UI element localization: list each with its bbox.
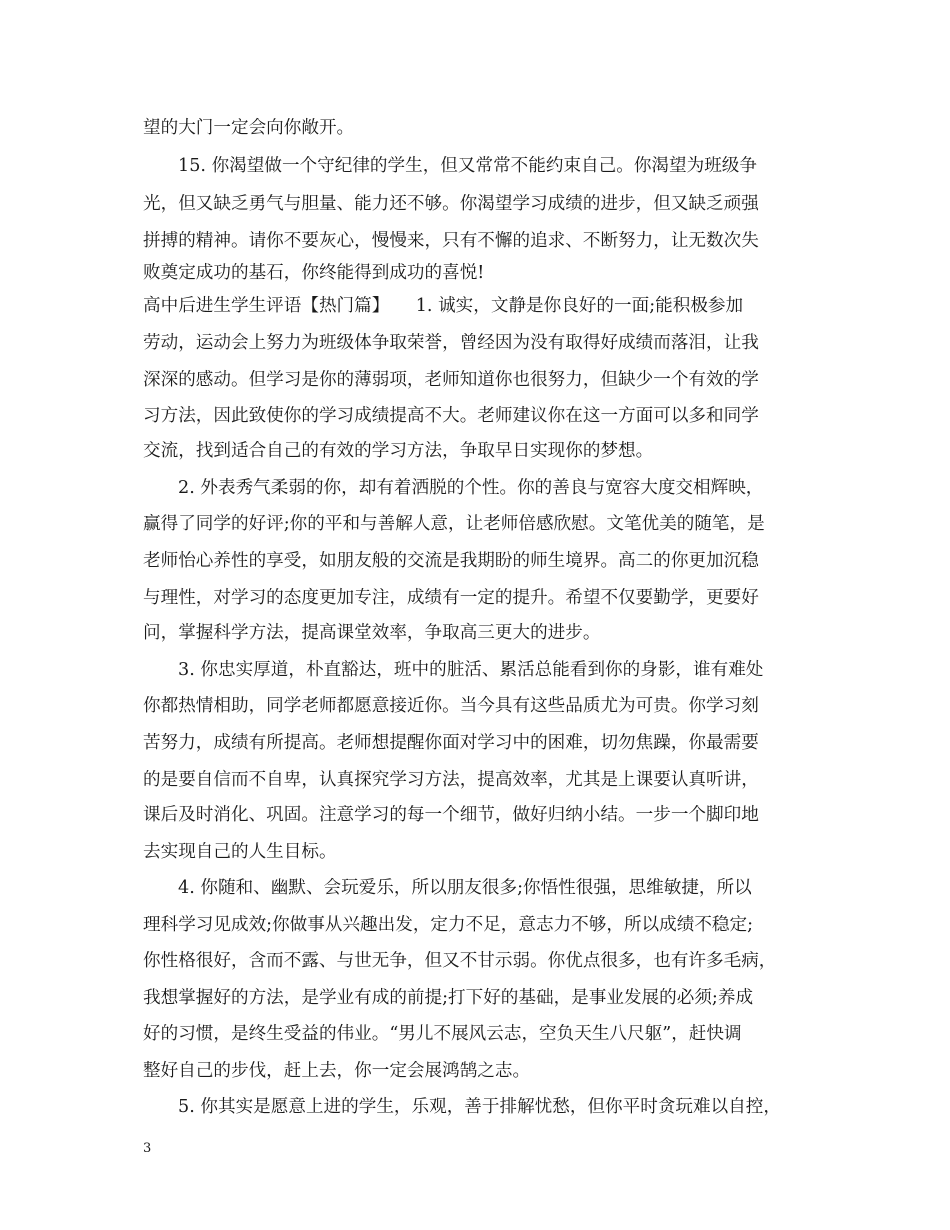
- text-line: 15. 你渴望做一个守纪律的学生，但又常常不能约束自己。你渴望为班级争: [178, 156, 757, 176]
- page-number: 3: [143, 1141, 152, 1156]
- text-line: 课后及时消化、巩固。注意学习的每一个细节，做好归纳小结。一步一个脚印地: [143, 805, 759, 825]
- text-line: 去实现自己的人生目标。: [143, 842, 337, 862]
- text-line: 赢得了同学的好评;你的平和与善解人意，让老师倍感欣慰。文笔优美的随笔，是: [143, 514, 765, 534]
- text-line: 习方法，因此致使你的学习成绩提高不大。老师建议你在这一方面可以多和同学: [143, 406, 759, 426]
- text-line: 败奠定成功的基石，你终能得到成功的喜悦!: [143, 263, 485, 283]
- text-line: 问，掌握科学方法，提高课堂效率，争取高三更大的进步。: [143, 623, 601, 643]
- text-line: 3. 你忠实厚道，朴直豁达，班中的脏活、累活总能看到你的身影，谁有难处: [178, 660, 764, 680]
- text-line: 苦努力，成绩有所提高。老师想提醒你面对学习中的困难，切勿焦躁，你最需要: [143, 733, 759, 753]
- text-line: 与理性，对学习的态度更加专注，成绩有一定的提升。希望不仅要勤学，更要好: [143, 588, 759, 608]
- text-line: 你都热情相助，同学老师都愿意接近你。当今具有这些品质尤为可贵。你学习刻: [143, 696, 759, 716]
- text-line: 你性格很好，含而不露、与世无争，但又不甘示弱。你优点很多，也有许多毛病，: [143, 951, 777, 971]
- text-line: 5. 你其实是愿意上进的学生，乐观，善于排解忧愁，但你平时贪玩难以自控，: [178, 1097, 781, 1117]
- text-line: 理科学习见成效;你做事从兴趣出发，定力不足，意志力不够，所以成绩不稳定;: [143, 915, 754, 935]
- text-line: 劳动，运动会上努力为班级体争取荣誉，曾经因为没有取得好成绩而落泪，让我: [143, 333, 759, 353]
- text-line: 高中后进生学生评语【热门篇】 1. 诚实，文静是你良好的一面;能积极参加: [143, 296, 744, 316]
- text-line: 好的习惯，是终生受益的伟业。“男儿不展风云志，空负天生八尺躯”，赶快调: [143, 1024, 742, 1044]
- text-line: 拼搏的精神。请你不要灰心，慢慢来，只有不懈的追求、不断努力，让无数次失: [143, 231, 759, 251]
- text-line: 4. 你随和、幽默、会玩爱乐，所以朋友很多;你悟性很强，思维敏捷，所以: [178, 878, 752, 898]
- text-line: 的是要自信而不自卑，认真探究学习方法，提高效率，尤其是上课要认真听讲，: [143, 770, 759, 790]
- text-line: 望的大门一定会向你敞开。: [143, 118, 355, 138]
- text-line: 深深的感动。但学习是你的薄弱项，老师知道你也很努力，但缺少一个有效的学: [143, 370, 759, 390]
- text-line: 2. 外表秀气柔弱的你，却有着洒脱的个性。你的善良与宽容大度交相辉映，: [178, 478, 764, 498]
- text-line: 交流，找到适合自己的有效的学习方法，争取早日实现你的梦想。: [143, 441, 654, 461]
- text-line: 整好自己的步伐，赶上去，你一定会展鸿鹄之志。: [143, 1061, 531, 1081]
- text-line: 我想掌握好的方法，是学业有成的前提;打下好的基础，是事业发展的必须;养成: [143, 988, 754, 1008]
- text-line: 光，但又缺乏勇气与胆量、能力还不够。你渴望学习成绩的进步，但又缺乏顽强: [143, 194, 759, 214]
- text-line: 老师怡心养性的享受，如朋友般的交流是我期盼的师生境界。高二的你更加沉稳: [143, 551, 759, 571]
